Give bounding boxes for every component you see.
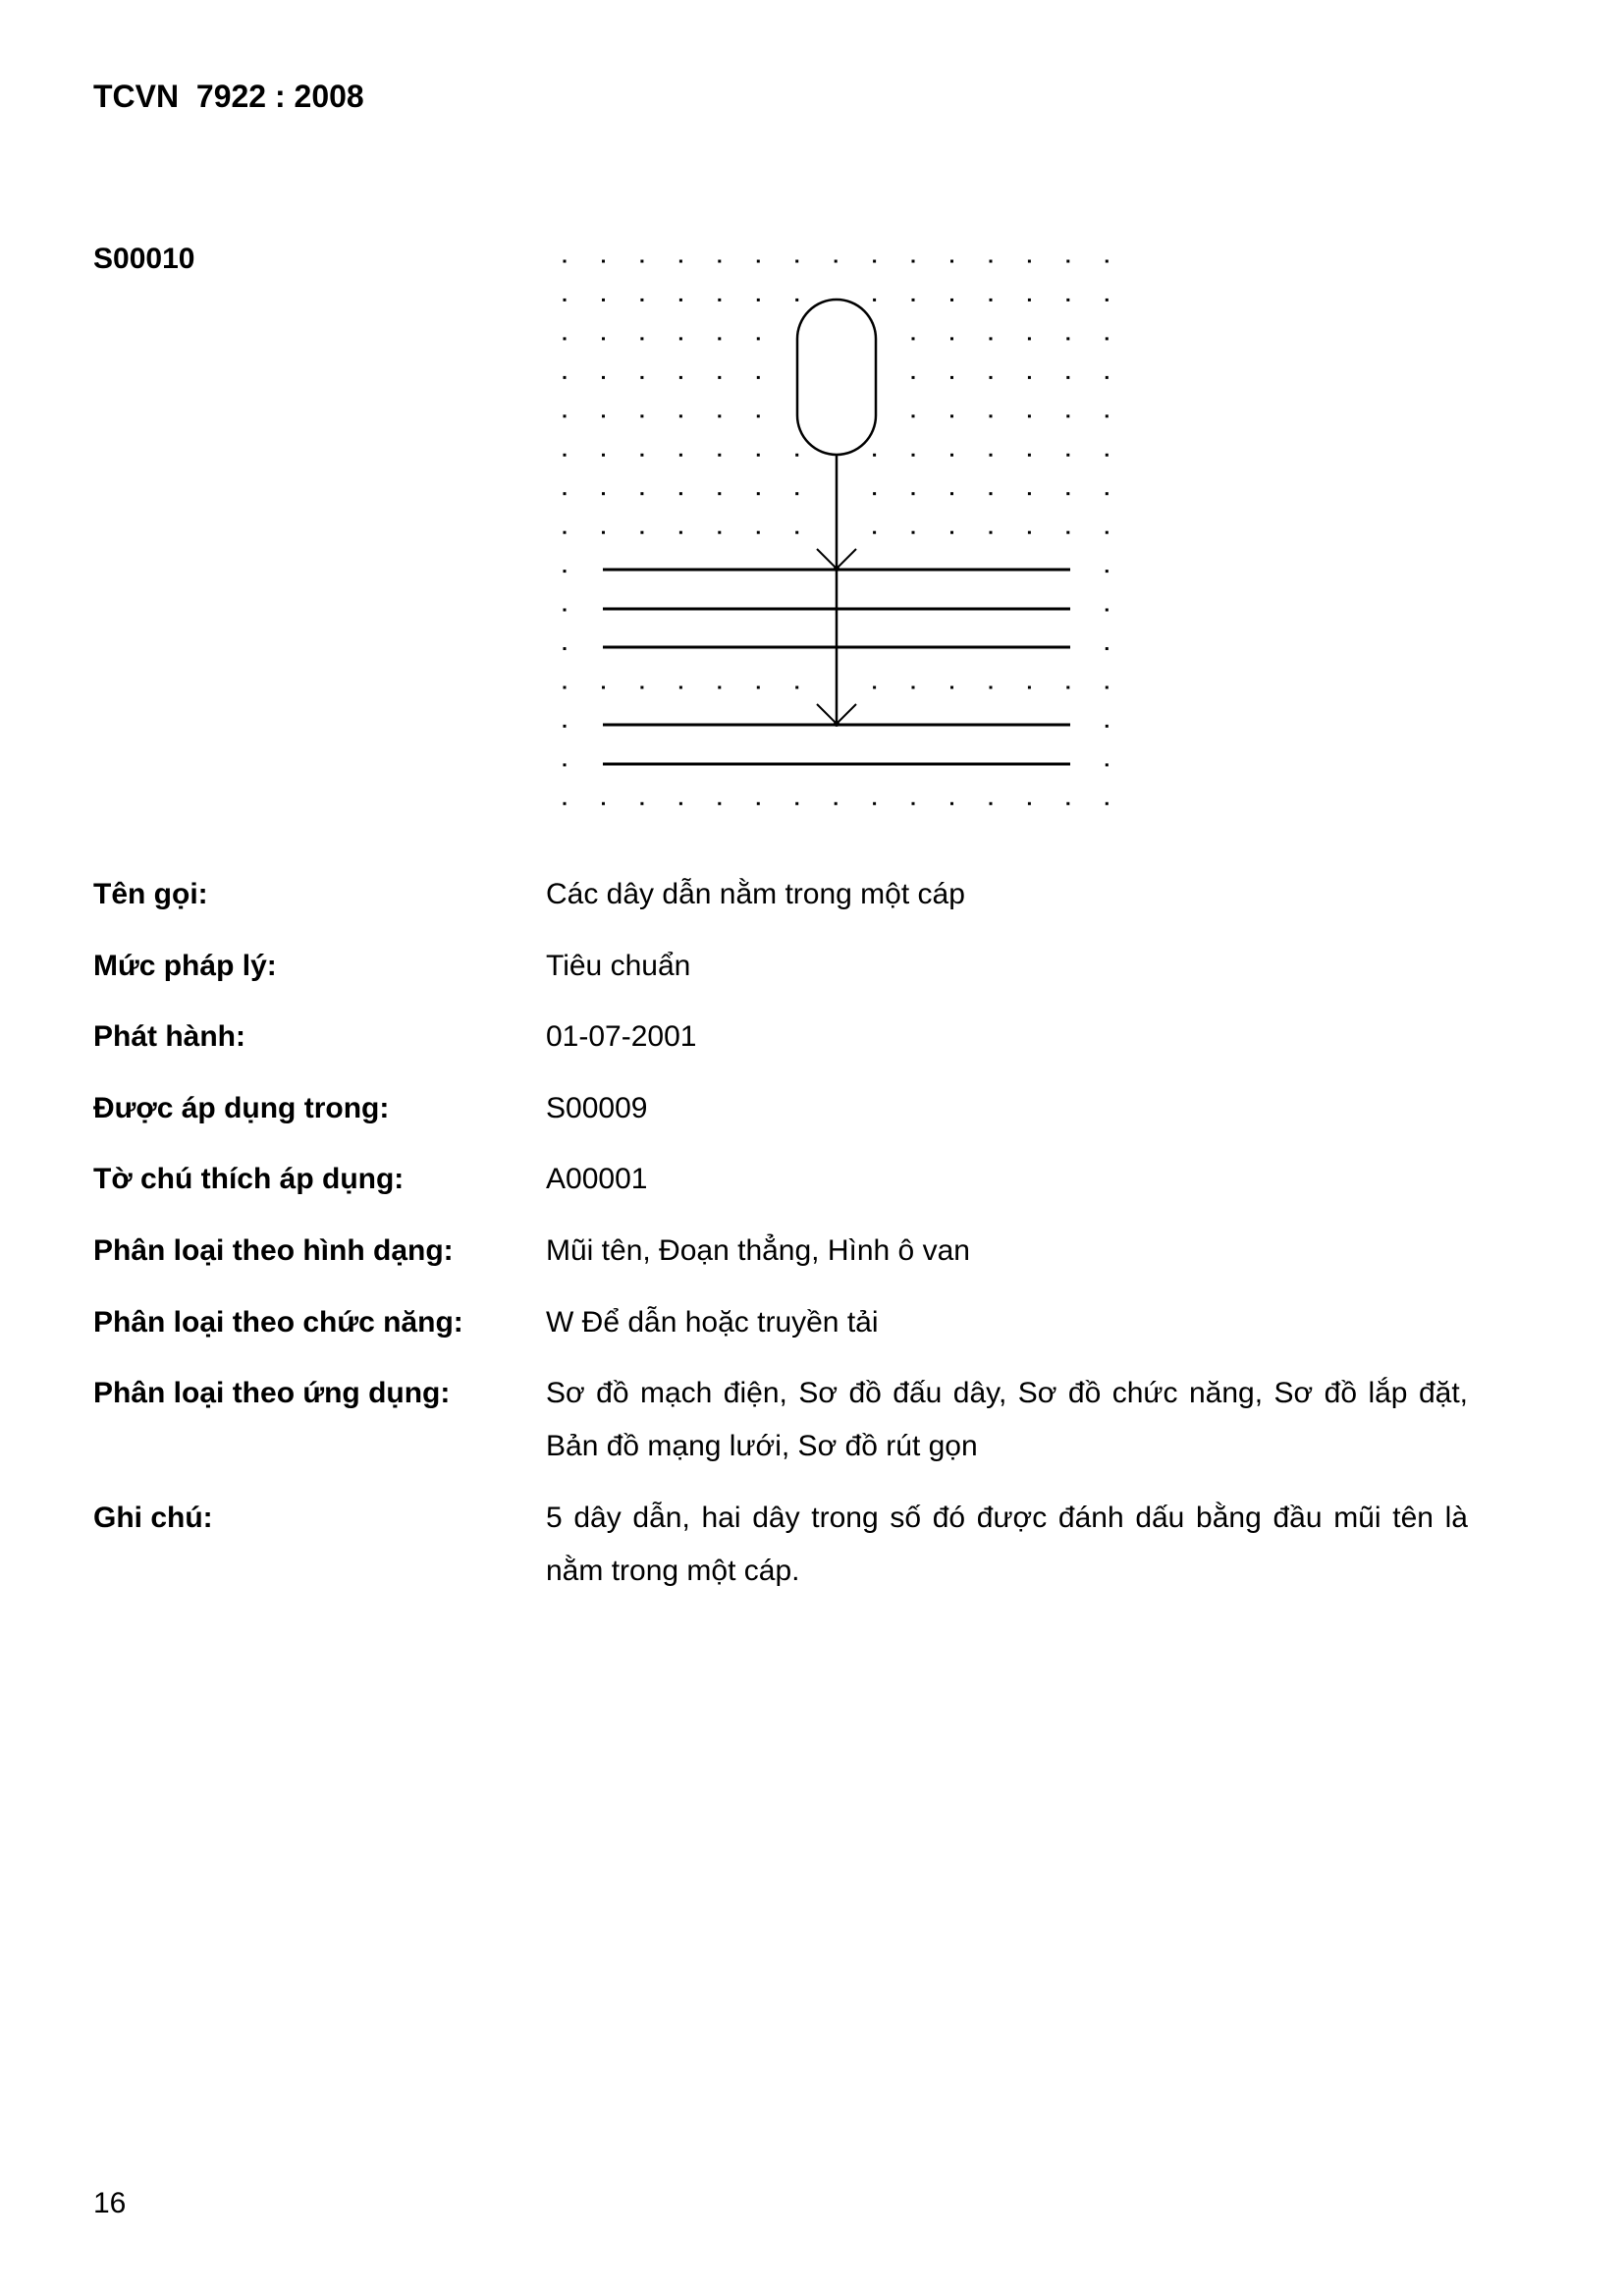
grid-dot [950,376,953,379]
grid-dot [602,260,605,263]
grid-dot [757,686,760,689]
property-row-shape-class [93,1225,1468,1278]
grid-dot [912,299,915,301]
grid-dot [564,570,567,573]
grid-dot [1028,337,1031,340]
grid-dot [1066,454,1069,457]
grid-dot [795,802,798,805]
grid-dot [564,725,567,728]
property-value: Sơ đồ mạch điện, Sơ đồ đấu dây, Sơ đồ chức năng, Sơ đồ lắp đặt, Bản đồ mạng lưới, Sơ đồ rút gọn [546,1377,1468,1463]
property-row-applied-in [93,1082,1468,1135]
grid-dot [1066,531,1069,534]
property-label: Được áp dụng trong: [93,1091,390,1124]
grid-dot [990,337,993,340]
grid-dot [1066,492,1069,495]
property-value: Các dây dẫn nằm trong một cáp [546,878,965,910]
grid-dot [1028,414,1031,417]
grid-dot [602,337,605,340]
grid-dot [950,492,953,495]
grid-dot [990,686,993,689]
grid-dot [757,260,760,263]
grid-dot [564,802,567,805]
grid-dot [835,260,838,263]
grid-dot [1028,260,1031,263]
grid-dot [912,454,915,457]
grid-dot [1066,414,1069,417]
grid-dot [1106,686,1109,689]
grid-dot [990,802,993,805]
grid-dot [564,376,567,379]
grid-dot [795,299,798,301]
junction-dot [834,566,839,572]
grid-dot [873,531,876,534]
grid-dot [679,260,682,263]
property-label: Phân loại theo ứng dụng: [93,1377,451,1410]
grid-dot [1028,376,1031,379]
property-row-notes [93,1492,1468,1598]
grid-dot [564,686,567,689]
grid-dot [602,531,605,534]
property-row-annotation-sheet [93,1153,1468,1206]
grid-dot [912,531,915,534]
grid-dot [564,454,567,457]
grid-dot [990,454,993,457]
grid-dot [679,531,682,534]
grid-dot [602,376,605,379]
property-label: Mức pháp lý: [93,949,277,982]
grid-dot [602,414,605,417]
grid-dot [564,414,567,417]
grid-dot [950,337,953,340]
grid-dot [873,454,876,457]
property-row-application-class [93,1367,1468,1473]
grid-dot [757,492,760,495]
grid-dot [640,337,643,340]
grid-dot [795,686,798,689]
property-value: W Để dẫn hoặc truyền tải [546,1305,879,1339]
grid-dot [718,299,721,301]
grid-dot [873,686,876,689]
grid-dot [757,454,760,457]
grid-dot [950,414,953,417]
grid-dot [564,609,567,612]
grid-dot [990,531,993,534]
grid-dot [912,492,915,495]
grid-dot [640,260,643,263]
grid-dot [950,299,953,301]
grid-dot [795,492,798,495]
grid-dot [679,299,682,301]
property-label: Phát hành: [93,1020,245,1054]
page-number: 16 [93,2187,127,2219]
grid-dot [950,802,953,805]
grid-dot [1106,725,1109,728]
grid-dot [718,260,721,263]
grid-dot [718,686,721,689]
grid-dot [640,299,643,301]
grid-dot [912,376,915,379]
grid-dot [912,686,915,689]
grid-dot [950,454,953,457]
property-label: Tờ chú thích áp dụng: [93,1163,405,1196]
grid-dot [757,802,760,805]
grid-dot [1028,531,1031,534]
property-value: A00001 [546,1163,648,1196]
property-label: Tên gọi: [93,878,208,910]
grid-dot [640,686,643,689]
grid-dot [990,492,993,495]
grid-dot [912,337,915,340]
grid-dot [640,414,643,417]
grid-dot [602,686,605,689]
property-label: Ghi chú: [93,1501,213,1534]
grid-dot [564,531,567,534]
property-value: Tiêu chuẩn [546,949,691,982]
junction-dot [834,721,839,727]
property-value: 01-07-2001 [546,1020,697,1054]
grid-dot [1106,299,1109,301]
grid-dot [1028,686,1031,689]
grid-dot [873,492,876,495]
grid-dot [679,454,682,457]
grid-dot [1066,802,1069,805]
grid-dot [1106,376,1109,379]
grid-dot [679,414,682,417]
grid-dot [718,337,721,340]
grid-dot [564,492,567,495]
grid-dot [718,492,721,495]
grid-dot [1066,337,1069,340]
grid-dot [912,260,915,263]
grid-dot [602,492,605,495]
grid-dot [757,531,760,534]
grid-dot [679,376,682,379]
grid-dot [564,647,567,650]
property-row-legal-level [93,940,1468,993]
grid-dot [564,337,567,340]
property-value: S00009 [546,1091,648,1124]
grid-dot [602,454,605,457]
symbol-id: S00010 [93,243,195,275]
grid-dot [990,260,993,263]
property-row-function-class [93,1296,1468,1349]
grid-dot [602,299,605,301]
grid-dot [757,376,760,379]
grid-dot [873,299,876,301]
property-value: Mũi tên, Đoạn thẳng, Hình ô van [546,1233,970,1267]
grid-dot [1106,414,1109,417]
property-value: 5 dây dẫn, hai dây trong số đó được đánh dấu bằng đầu mũi tên là nằm trong một cáp. [546,1501,1468,1587]
grid-dot [1106,802,1109,805]
grid-dot [1106,337,1109,340]
symbol-properties [93,868,1468,1615]
grid-dot [795,531,798,534]
grid-dot [757,414,760,417]
grid-dot [640,531,643,534]
grid-dot [679,802,682,805]
grid-dot [1066,260,1069,263]
grid-dot [564,260,567,263]
grid-dot [1066,299,1069,301]
property-row-name [93,868,1468,921]
grid-dot [950,531,953,534]
grid-dot [640,454,643,457]
grid-dot [1028,492,1031,495]
grid-dot [990,414,993,417]
grid-dot [640,802,643,805]
property-label: Phân loại theo hình dạng: [93,1233,454,1267]
grid-dot [1028,454,1031,457]
document-standard-header: TCVN 7922 : 2008 [93,79,364,114]
grid-dot [1106,260,1109,263]
grid-dot [950,260,953,263]
grid-dot [564,299,567,301]
grid-dot [795,454,798,457]
grid-dot [1028,299,1031,301]
grid-dot [1028,802,1031,805]
grid-dot [757,299,760,301]
grid-dot [640,376,643,379]
oval-icon [797,300,876,455]
grid-dot [990,299,993,301]
grid-dot [1066,686,1069,689]
grid-dot [912,802,915,805]
property-row-issued [93,1011,1468,1064]
grid-dot [679,686,682,689]
grid-dot [679,337,682,340]
grid-dot [564,763,567,766]
symbol-diagram [550,246,1129,825]
property-label: Phân loại theo chức năng: [93,1305,463,1339]
grid-dot [873,260,876,263]
grid-dot [1106,609,1109,612]
grid-dot [873,802,876,805]
grid-dot [795,260,798,263]
grid-dot [757,337,760,340]
grid-dot [718,454,721,457]
grid-dot [1106,531,1109,534]
grid-dot [1106,492,1109,495]
grid-dot [602,802,605,805]
grid-dot [679,492,682,495]
grid-dot [718,376,721,379]
grid-dot [640,492,643,495]
grid-dot [990,376,993,379]
grid-dot [912,414,915,417]
grid-dot [718,802,721,805]
grid-dot [950,686,953,689]
grid-dot [1106,647,1109,650]
grid-dot [1106,763,1109,766]
grid-dot [718,531,721,534]
grid-dot [1066,376,1069,379]
grid-dot [835,802,838,805]
grid-dot [1106,454,1109,457]
grid-dot [718,414,721,417]
grid-dot [1106,570,1109,573]
